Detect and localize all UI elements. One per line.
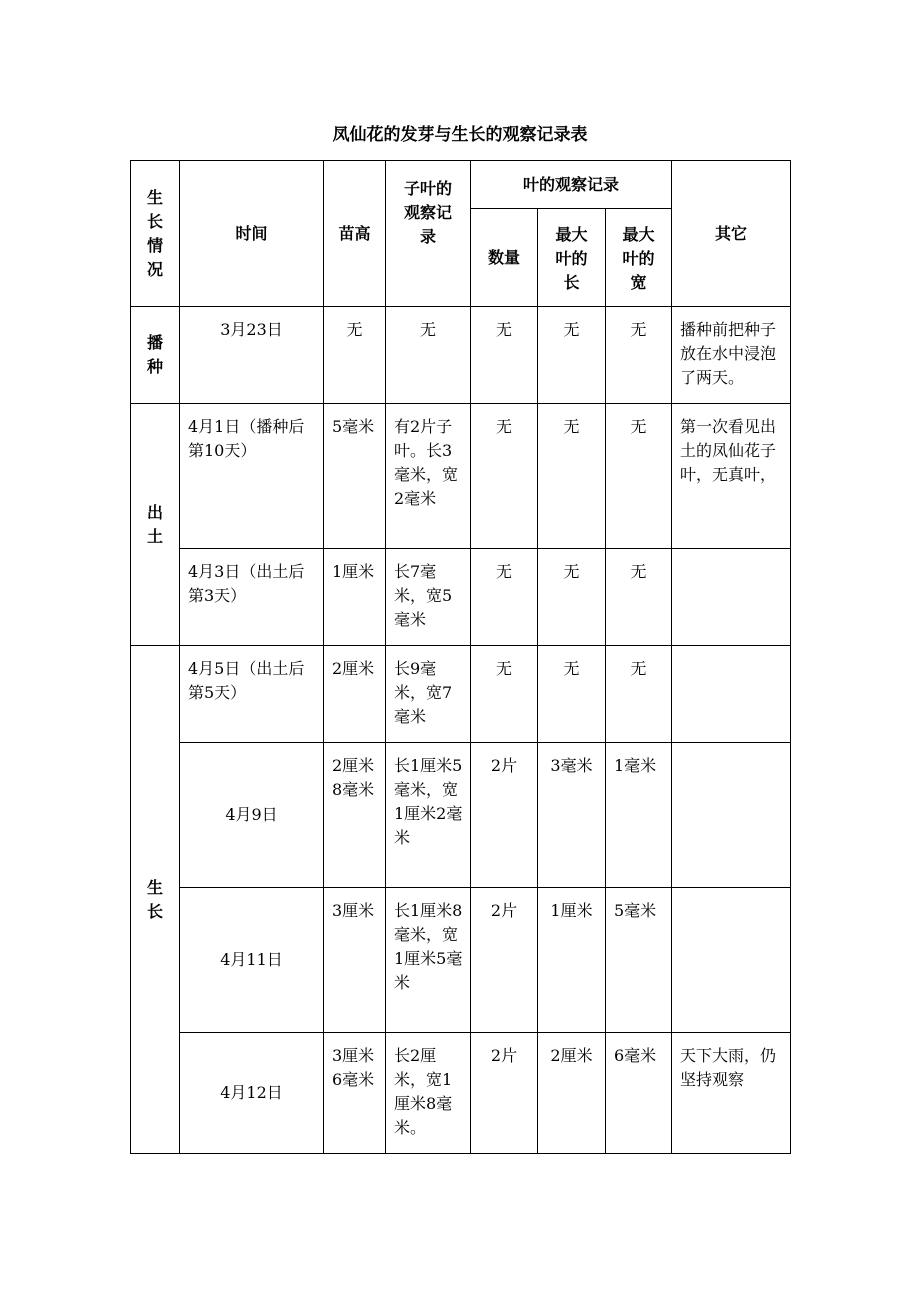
table-row — [131, 888, 791, 1033]
cell-height: 5毫米 — [324, 404, 386, 549]
cell-leaf-length: 无 — [538, 549, 606, 646]
header-height: 苗高 — [324, 161, 386, 307]
cell-leaf-length: 1厘米 — [538, 888, 606, 1033]
cell-height: 3厘米6毫米 — [324, 1033, 386, 1154]
cell-other — [672, 549, 791, 646]
cell-leaf-width: 无 — [606, 646, 672, 743]
header-row-1 — [131, 161, 791, 209]
cell-leaf-width: 无 — [606, 549, 672, 646]
header-leaf-length: 最大叶的长 — [538, 209, 606, 307]
header-cotyledon: 子叶的观察记录 — [386, 161, 471, 307]
cell-time: 4月11日 — [180, 888, 324, 1033]
cell-time: 4月5日（出土后第5天） — [180, 646, 324, 743]
cell-leaf-count: 2片 — [471, 888, 538, 1033]
cell-leaf-length: 无 — [538, 404, 606, 549]
cell-other — [672, 743, 791, 888]
cell-leaf-length: 3毫米 — [538, 743, 606, 888]
cell-leaf-length: 无 — [538, 646, 606, 743]
table-row — [131, 1033, 791, 1154]
cell-leaf-count: 无 — [471, 404, 538, 549]
header-leaf-width: 最大叶的宽 — [606, 209, 672, 307]
cell-other — [672, 888, 791, 1033]
cell-height: 无 — [324, 307, 386, 404]
cell-cotyledon: 无 — [386, 307, 471, 404]
table-row — [131, 307, 791, 404]
cell-leaf-count: 无 — [471, 646, 538, 743]
cell-time: 4月1日（播种后第10天） — [180, 404, 324, 549]
table-row — [131, 646, 791, 743]
cell-leaf-count: 无 — [471, 549, 538, 646]
cell-other: 播种前把种子放在水中浸泡了两天。 — [672, 307, 791, 404]
cell-cotyledon: 长2厘米，宽1厘米8毫米。 — [386, 1033, 471, 1154]
cell-time: 3月23日 — [180, 307, 324, 404]
cell-time: 4月9日 — [180, 743, 324, 888]
table-row — [131, 743, 791, 888]
stage-sowing: 播种 — [131, 307, 180, 404]
cell-time: 4月3日（出土后第3天） — [180, 549, 324, 646]
cell-leaf-length: 2厘米 — [538, 1033, 606, 1154]
page-title: 凤仙花的发芽与生长的观察记录表 — [332, 125, 588, 145]
cell-cotyledon: 长1厘米8毫米，宽1厘米5毫米 — [386, 888, 471, 1033]
header-other: 其它 — [672, 161, 791, 307]
header-leaf-count: 数量 — [471, 209, 538, 307]
header-time: 时间 — [180, 161, 324, 307]
cell-leaf-width: 5毫米 — [606, 888, 672, 1033]
cell-leaf-width: 无 — [606, 404, 672, 549]
cell-time: 4月12日 — [180, 1033, 324, 1154]
cell-other — [672, 646, 791, 743]
cell-height: 2厘米8毫米 — [324, 743, 386, 888]
cell-leaf-count: 2片 — [471, 743, 538, 888]
cell-cotyledon: 长7毫米，宽5毫米 — [386, 549, 471, 646]
cell-leaf-width: 6毫米 — [606, 1033, 672, 1154]
cell-leaf-length: 无 — [538, 307, 606, 404]
header-growth: 生长情况 — [131, 161, 180, 307]
cell-height: 3厘米 — [324, 888, 386, 1033]
table-row — [131, 404, 791, 549]
cell-cotyledon: 长1厘米5毫米，宽1厘米2毫米 — [386, 743, 471, 888]
stage-growth: 生长 — [131, 646, 180, 1154]
cell-height: 2厘米 — [324, 646, 386, 743]
header-leaf-group: 叶的观察记录 — [471, 161, 672, 209]
cell-leaf-width: 无 — [606, 307, 672, 404]
table-row — [131, 549, 791, 646]
cell-height: 1厘米 — [324, 549, 386, 646]
cell-leaf-count: 2片 — [471, 1033, 538, 1154]
cell-cotyledon: 有2片子叶。长3毫米，宽2毫米 — [386, 404, 471, 549]
cell-other: 天下大雨，仍坚持观察 — [672, 1033, 791, 1154]
cell-cotyledon: 长9毫米，宽7毫米 — [386, 646, 471, 743]
cell-leaf-width: 1毫米 — [606, 743, 672, 888]
cell-leaf-count: 无 — [471, 307, 538, 404]
cell-other: 第一次看见出土的凤仙花子叶，无真叶， — [672, 404, 791, 549]
observation-table — [130, 160, 791, 1154]
stage-emergence: 出土 — [131, 404, 180, 646]
